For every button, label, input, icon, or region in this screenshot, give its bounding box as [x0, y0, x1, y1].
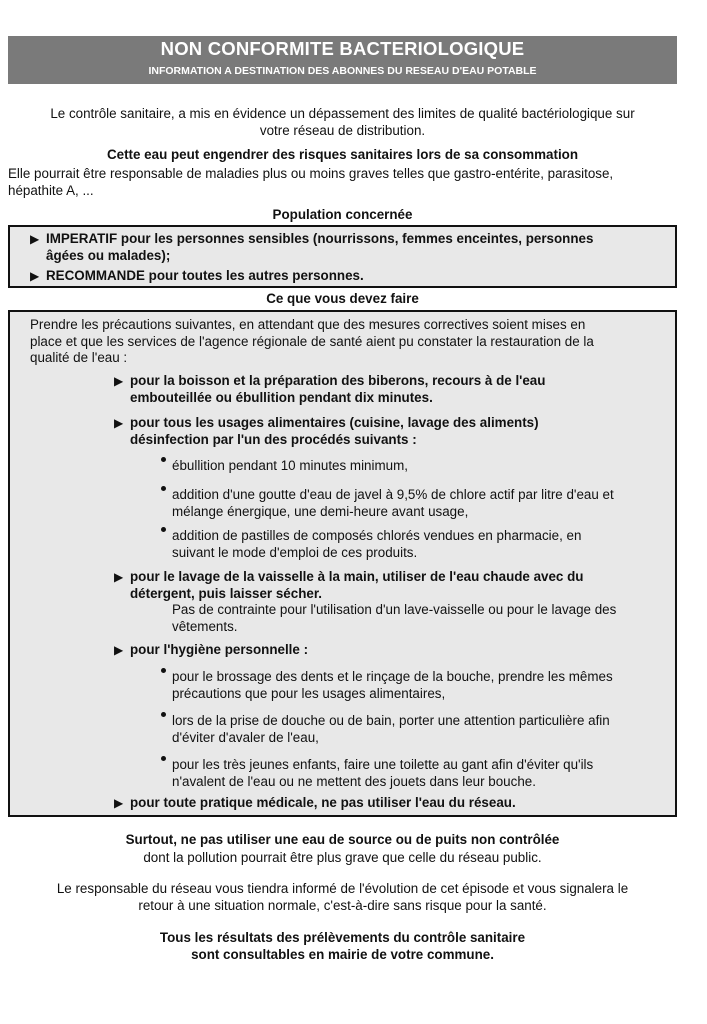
actions-intro-line: qualité de l'eau : [30, 350, 128, 365]
actions-box [8, 310, 677, 817]
action-food-line: désinfection par l'un des procédés suivants : [130, 431, 417, 447]
hygiene-bullet-line: d'éviter d'avaler de l'eau, [172, 729, 319, 745]
arrow-right-icon: ▶ [114, 796, 124, 810]
action-drink-line: pour la boisson et la préparation des biberons, recours à de l'eau [130, 373, 546, 388]
population-heading: Population concernée [272, 207, 413, 222]
actions-intro [30, 317, 670, 367]
hygiene-bullet-line: n'avalent de l'eau ou ne mettent des jouets dans leur bouche. [172, 773, 536, 789]
food-bullet-line: addition de pastilles de composés chlorés vendues en pharmacie, en [172, 528, 582, 543]
population-item-line: IMPERATIF pour les personnes sensibles (nourrissons, femmes enceintes, personnes [46, 231, 594, 246]
risk-line: hépathite A, ... [8, 182, 94, 198]
bullet-dot-icon [161, 756, 166, 761]
responsible-paragraph [8, 881, 677, 914]
action-dishes-note-line: Pas de contrainte pour l'utilisation d'un lave-vaisselle ou pour le lavage des [172, 602, 617, 617]
arrow-right-icon: ▶ [30, 269, 40, 283]
arrow-right-icon: ▶ [114, 416, 124, 430]
bullet-dot-icon [161, 668, 166, 673]
action-hygiene-title: pour l'hygiène personnelle : [130, 642, 309, 657]
arrow-right-icon: ▶ [114, 374, 124, 388]
bullet-dot-icon [161, 486, 166, 491]
action-dishes-note [172, 602, 672, 635]
warning-bold: Surtout, ne pas utiliser une eau de source ou de puits non contrôlée [125, 832, 560, 847]
food-bullet-line: addition d'une goutte d'eau de javel à 9,5% de chlore actif par litre d'eau et [172, 487, 614, 502]
risk-text [8, 166, 677, 199]
hygiene-bullet-line: pour le brossage des dents et le rinçage de la bouche, prendre les mêmes [172, 669, 613, 684]
actions-intro-line: Prendre les précautions suivantes, en attendant que des mesures correctives soient mises en [30, 317, 586, 332]
hygiene-bullet-teeth [172, 669, 667, 702]
action-food-title [130, 415, 670, 448]
responsible-line: Le responsable du réseau vous tiendra informé de l'évolution de cet épisode et vous signalera le [56, 881, 629, 896]
bullet-dot-icon [161, 527, 166, 532]
actions-heading: Ce que vous devez faire [266, 291, 419, 306]
arrow-right-icon: ▶ [114, 643, 124, 657]
food-bullet-line: suivant le mode d'emploi de ces produits. [172, 544, 418, 560]
food-bullet-line: mélange énergique, une demi-heure avant usage, [172, 503, 469, 519]
bullet-dot-icon [161, 457, 166, 462]
hygiene-bullet-line: pour les très jeunes enfants, faire une toilette au gant afin d'éviter qu'ils [172, 757, 594, 772]
intro-line: votre réseau de distribution. [259, 122, 426, 138]
food-bullet-boil: ébullition pendant 10 minutes minimum, [172, 458, 408, 473]
hygiene-bullet-line: lors de la prise de douche ou de bain, porter une attention particulière afin [172, 713, 610, 728]
hygiene-bullet-line: précautions que pour les usages alimentaires, [172, 685, 446, 701]
risk-line: Elle pourrait être responsable de maladies plus ou moins graves telles que gastro-entérite, parasitose, [8, 166, 614, 181]
hygiene-bullet-shower [172, 713, 667, 746]
actions-intro-line: place et que les services de l'agence régionale de santé aient pu constater la restauration de la [30, 333, 594, 349]
action-dishes-note-line: vêtements. [172, 618, 238, 634]
arrow-right-icon: ▶ [30, 232, 40, 246]
food-bullet-tablets [172, 528, 667, 561]
risk-heading: Cette eau peut engendrer des risques sanitaires lors de sa consommation [106, 147, 579, 162]
action-dishes-title [130, 569, 670, 602]
population-item-line: âgées ou malades); [46, 247, 171, 263]
arrow-right-icon: ▶ [114, 570, 124, 584]
food-bullet-bleach [172, 487, 667, 520]
results-line: sont consultables en mairie de votre commune. [191, 946, 494, 962]
population-box [8, 225, 677, 288]
population-item-sensitive [46, 231, 666, 264]
results-paragraph [8, 930, 677, 963]
responsible-line: retour à une situation normale, c'est-à-dire sans risque pour la santé. [138, 897, 547, 913]
population-item-others: RECOMMANDE pour toutes les autres personnes. [46, 268, 364, 283]
bullet-dot-icon [161, 712, 166, 717]
page-subtitle: INFORMATION A DESTINATION DES ABONNES DU RESEAU D'EAU POTABLE [148, 65, 537, 77]
warning-text: dont la pollution pourrait être plus grave que celle du réseau public. [143, 850, 542, 865]
page-title: NON CONFORMITE BACTERIOLOGIQUE [160, 38, 525, 59]
action-food-line: pour tous les usages alimentaires (cuisine, lavage des aliments) [130, 415, 539, 430]
action-drink-line: embouteillée ou ébullition pendant dix minutes. [130, 389, 433, 405]
results-line: Tous les résultats des prélèvements du contrôle sanitaire [159, 930, 526, 945]
action-drink [130, 373, 670, 406]
hygiene-bullet-children [172, 757, 667, 790]
action-dishes-line: pour le lavage de la vaisselle à la main, utiliser de l'eau chaude avec du [130, 569, 584, 584]
intro-line: Le contrôle sanitaire, a mis en évidence un dépassement des limites de qualité bactériologique sur [50, 106, 635, 121]
action-dishes-line: détergent, puis laisser sécher. [130, 585, 323, 601]
action-medical: pour toute pratique médicale, ne pas utiliser l'eau du réseau. [130, 795, 516, 810]
header-banner [8, 36, 677, 84]
intro-paragraph [8, 106, 677, 139]
